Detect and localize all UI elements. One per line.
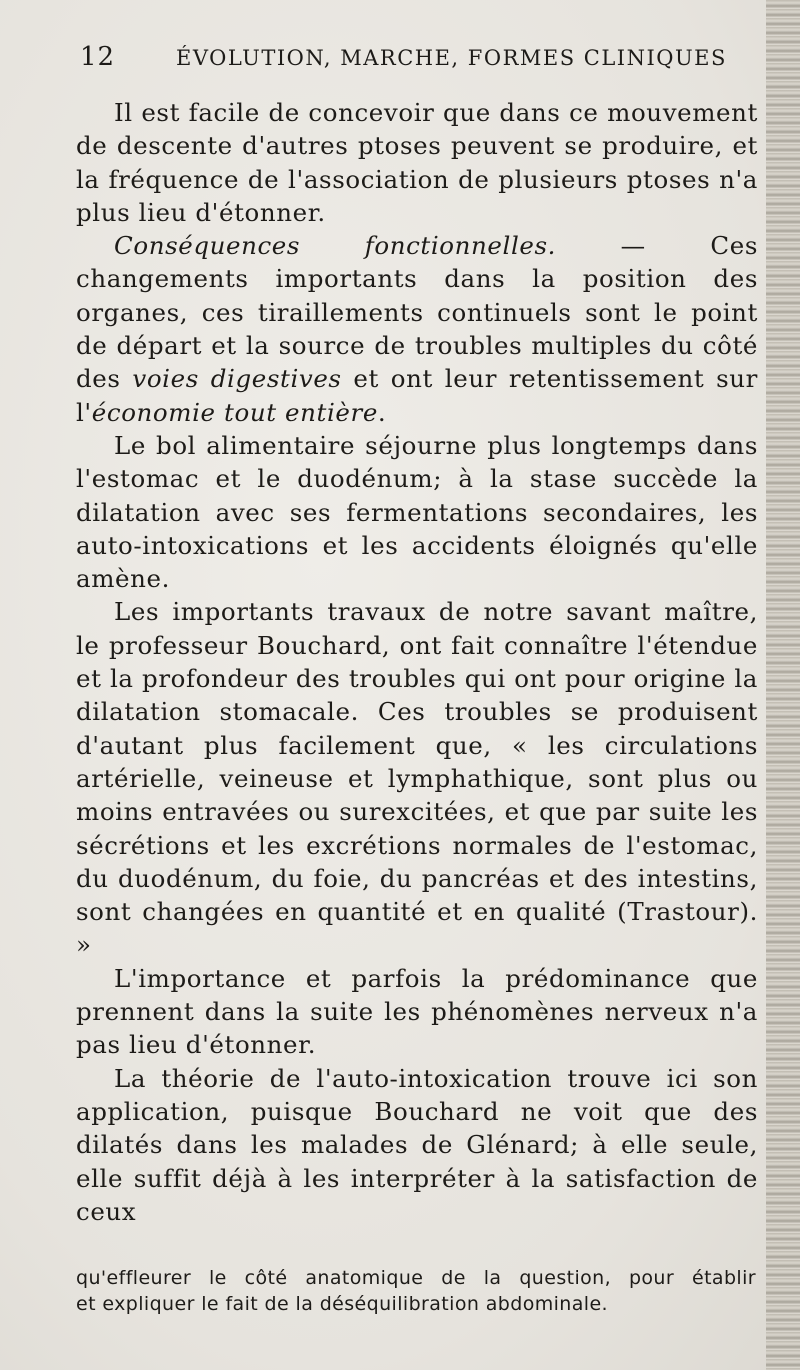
- paragraph-4: Les importants travaux de notre savant maître, le professeur Bouchard, ont fait connaître l'étendue et la profondeur des troubles qui ont pour origine la dilatation stomacale. Ces troubles se produisent d'autant plus facilement que, « les circulations artérielle, veineuse et lymphathique, sont plus ou moins entravées ou surexcitées, et que par suite les sécrétions et les excrétions normales de l'estomac, du duodénum, du foie, du pancréas et des intestins, sont changées en quantité et en qualité (Trastour). »: [76, 597, 758, 960]
- paragraph-1: Il est facile de concevoir que dans ce mouvement de descente d'autres ptoses peuvent se produire, et la fréquence de l'association de plusieurs ptoses n'a plus lieu d'étonner.: [76, 98, 758, 227]
- footnote-line-2: et expliquer le fait de la déséquilibration abdominale.: [76, 1293, 608, 1315]
- footnote: [76, 1265, 756, 1317]
- paragraph-2-text-b: et ont leur retentissement sur l': [76, 364, 758, 427]
- page-number: 12: [80, 42, 116, 72]
- paragraph-6: La théorie de l'auto-intoxication trouve ici son application, puisque Bouchard ne voit que des dilatés dans les malades de Glénard; à elle seule, elle suffit déjà à les interpréter à la satisfaction de ceux: [76, 1063, 758, 1226]
- italic-voies-digestives: voies digestives: [132, 364, 342, 394]
- paragraph-2-text-c: .: [377, 397, 387, 427]
- page-edge-shadow: [766, 0, 800, 1370]
- page-header: [80, 42, 770, 82]
- body-text: [76, 96, 758, 1228]
- italic-economie: économie tout entière: [91, 397, 378, 427]
- section-title-italic: Conséquences fonctionnelles.: [114, 231, 557, 261]
- footnote-line-1: qu'effleurer le côté anatomique de la question, pour établir: [76, 1267, 756, 1289]
- paragraph-2-text-a: — Ces changements importants dans la position des organes, ces tiraillements continuels sont le point de départ et la source de troubles multiples du côté des: [76, 231, 758, 394]
- paragraph-2: [76, 229, 758, 429]
- paragraph-3: Le bol alimentaire séjourne plus longtemps dans l'estomac et le duodénum; à la stase succède la dilatation avec ses fermentations secondaires, les auto-intoxications et les accidents éloignés qu'elle amène.: [76, 430, 758, 594]
- running-head: ÉVOLUTION, MARCHE, FORMES CLINIQUES: [176, 46, 727, 70]
- paragraph-5: L'importance et parfois la prédominance que prennent dans la suite les phénomènes nerveux n'a pas lieu d'étonner.: [76, 963, 758, 1060]
